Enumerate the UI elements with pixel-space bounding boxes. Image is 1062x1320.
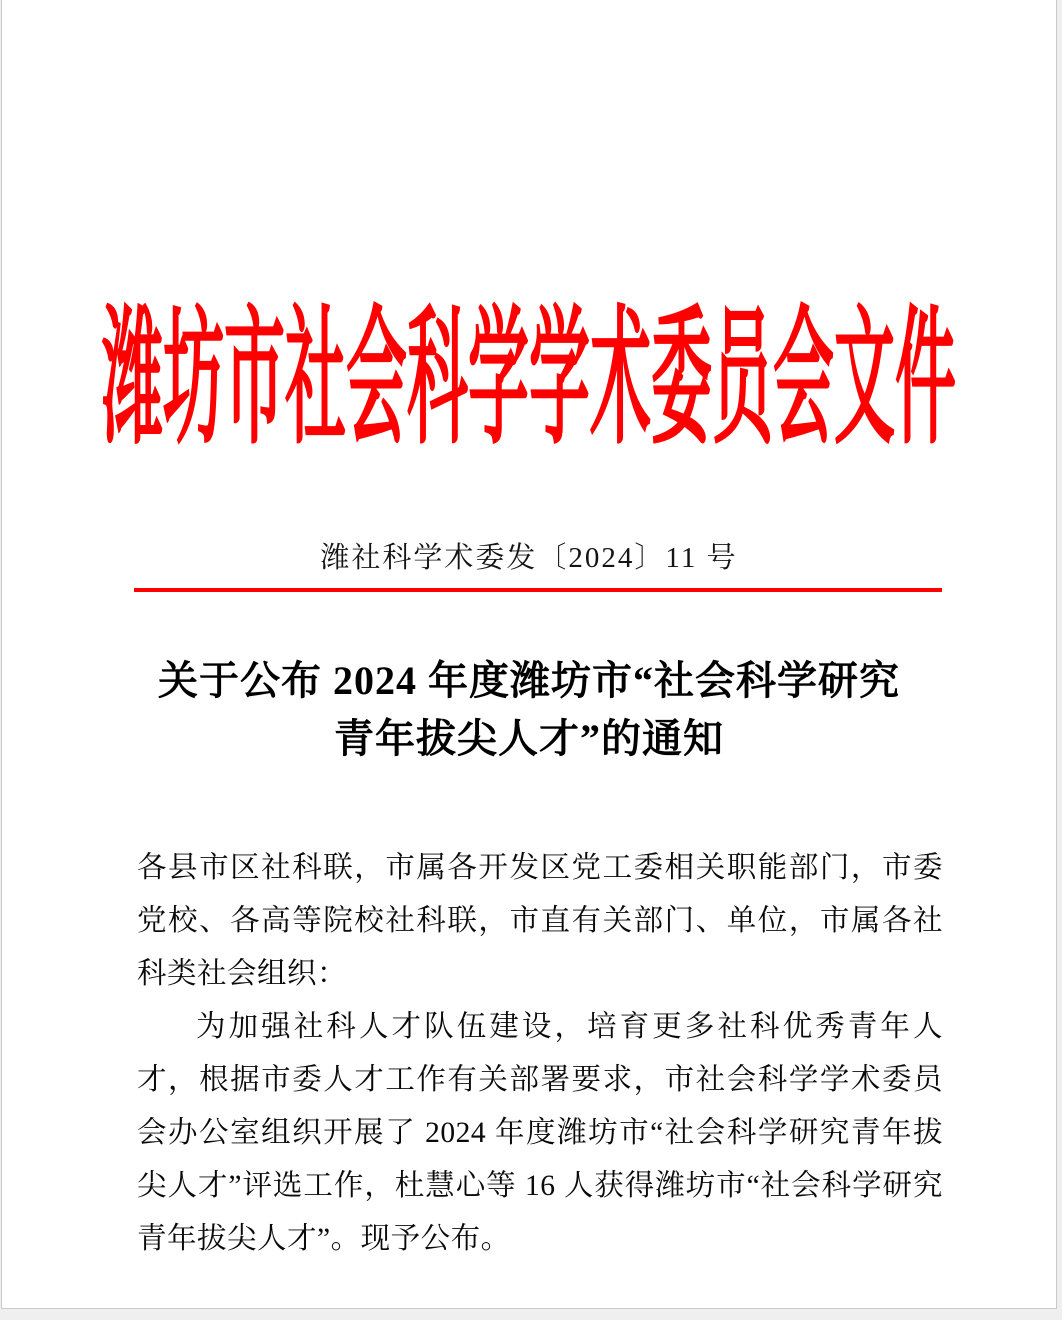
notice-title (2, 652, 1056, 768)
letterhead-title: 潍坊市社会科学学术委员会文件 (101, 299, 956, 464)
paragraph-announcement: 为加强社科人才队伍建设，培育更多社科优秀青年人才，根据市委人才工作有关部署要求，市社会科学学术委员会办公室组织开展了 2024 年度潍坊市“社会科学研究青年拔尖人才”评选工作，杜慧心等 16 人获得潍坊市“社会科学研究青年拔尖人才”。现予公布。 (137, 1011, 943, 1255)
document-number: 潍社科学术委发〔2024〕11 号 (320, 542, 738, 574)
notice-body (137, 842, 943, 1266)
paragraph-recipients: 各县市区社科联，市属各开发区党工委相关职能部门，市委党校、各高等院校社科联，市直有关部门、单位，市属各社科类社会组织： (137, 852, 943, 990)
document-page (1, 0, 1057, 1309)
notice-title-line1: 关于公布 2024 年度潍坊市“社会科学研究 (158, 658, 900, 703)
notice-title-line2: 青年拔尖人才”的通知 (334, 716, 724, 761)
red-divider-line (134, 588, 942, 592)
